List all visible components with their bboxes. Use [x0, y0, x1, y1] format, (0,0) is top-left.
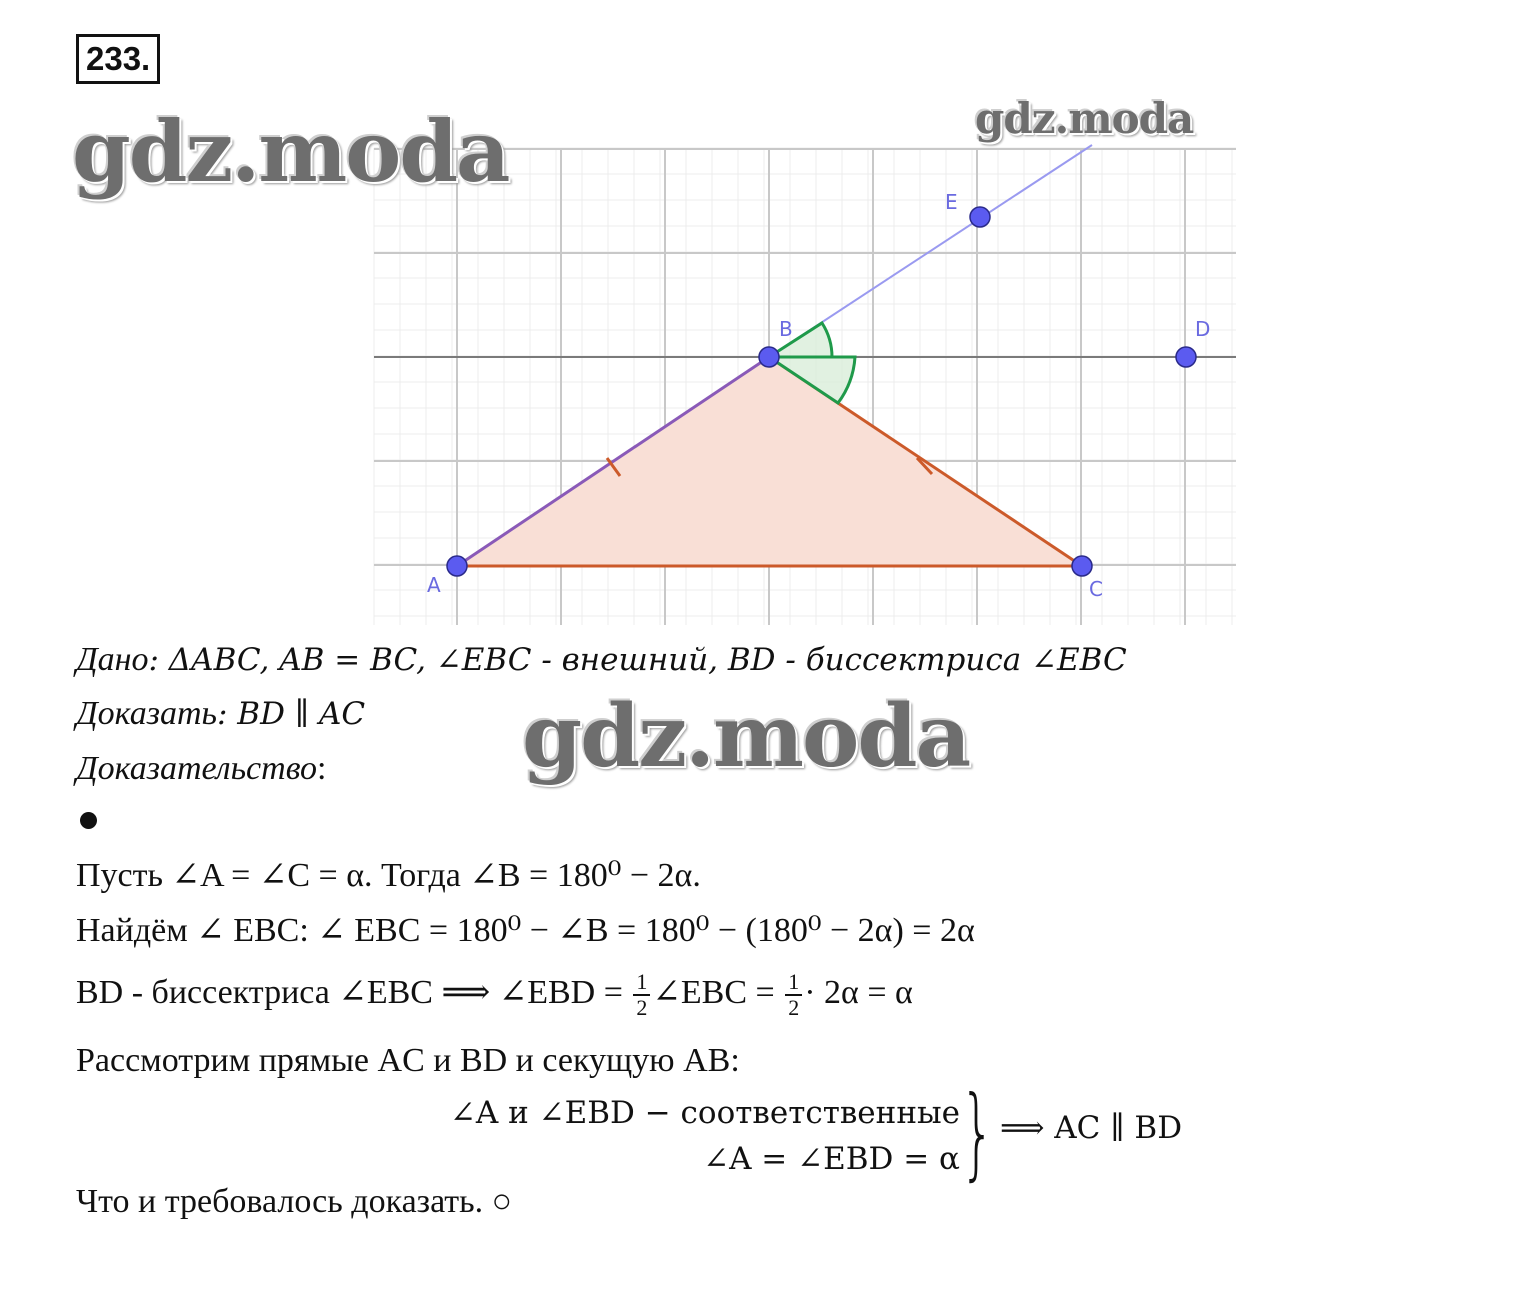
point-a — [447, 556, 467, 576]
system-brace: } — [960, 1074, 995, 1191]
fraction-num: 1 — [633, 970, 650, 996]
geometry-figure — [0, 0, 1532, 640]
point-e — [970, 207, 990, 227]
problem-number: 233. — [76, 34, 160, 84]
bullet — [80, 812, 97, 829]
step3-part-b: ∠EBC = — [652, 973, 784, 1011]
prove-label: Доказать — [76, 695, 217, 732]
given-text: : ΔABC, AB = BC, ∠EBC - внешний, BD - биссектриса ∠EBC — [148, 642, 1127, 678]
fraction-num-2: 1 — [785, 970, 802, 996]
proof-step-2: Найдём ∠ EBC: ∠ EBC = 180⁰ − ∠B = 180⁰ − (180⁰ − 2α) = 2α — [76, 912, 975, 949]
point-d — [1176, 347, 1196, 367]
prove-line — [76, 694, 365, 734]
fraction-den: 2 — [636, 995, 648, 1020]
given-label: Дано — [76, 641, 149, 678]
proof-colon: : — [317, 750, 327, 787]
label-d: D — [1195, 317, 1211, 341]
fraction-half-2 — [785, 970, 802, 1020]
label-a: A — [427, 573, 441, 597]
proof-step-3 — [76, 970, 913, 1020]
system-line-1: ∠A и ∠EBD − соответственные — [449, 1095, 960, 1131]
conclusion: Что и требовалось доказать. ○ — [76, 1183, 513, 1220]
point-b — [759, 347, 779, 367]
proof-step-4: Рассмотрим прямые AC и BD и секущую AB: — [76, 1042, 740, 1079]
proof-line — [76, 749, 326, 789]
system-result: ⟹ AC ∥ BD — [1000, 1110, 1183, 1146]
watermark-logo: gdz.moda — [72, 102, 509, 201]
prove-text: : BD ∥ AC — [216, 696, 366, 732]
point-c — [1072, 556, 1092, 576]
fraction-half — [633, 970, 650, 1020]
given-line — [76, 640, 1127, 680]
system-left — [404, 1090, 960, 1182]
proof-label: Доказательство — [76, 750, 318, 787]
system-line-2: ∠A = ∠EBD = α — [703, 1141, 960, 1177]
label-c: C — [1089, 577, 1103, 601]
watermark-logo-small: gdz.moda — [975, 94, 1194, 143]
label-b: B — [779, 317, 793, 341]
fraction-den-2: 2 — [788, 995, 800, 1020]
step3-part-a: BD - биссектриса ∠EBC ⟹ ∠EBD = — [76, 973, 632, 1011]
watermark-logo-center: gdz.moda — [522, 686, 970, 787]
step3-part-c: · 2α = α — [804, 973, 913, 1011]
proof-step-1: Пусть ∠A = ∠C = α. Тогда ∠B = 180⁰ − 2α. — [76, 857, 701, 894]
label-e: E — [945, 190, 958, 214]
